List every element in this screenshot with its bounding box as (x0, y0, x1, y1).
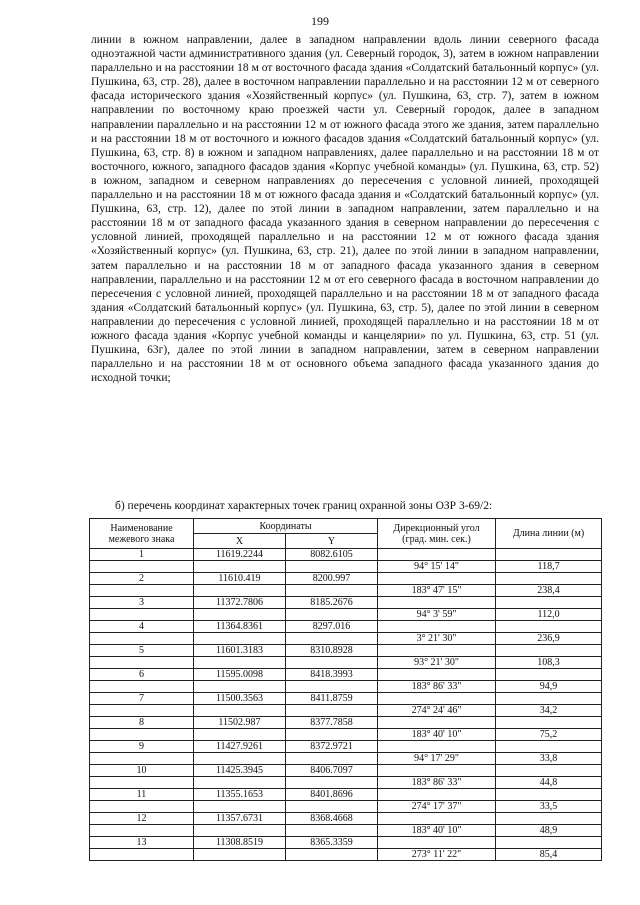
segment-angle: 183° 40' 10" (378, 825, 496, 837)
segment-length: 44,8 (496, 777, 602, 789)
segment-angle: 274° 17' 37" (378, 801, 496, 813)
point-y: 8401.8696 (286, 789, 378, 801)
segment-angle: 94° 3' 59" (378, 609, 496, 621)
point-name: 11 (90, 789, 194, 801)
name-empty (90, 849, 194, 861)
y-empty (286, 849, 378, 861)
point-name: 9 (90, 741, 194, 753)
angle-empty (378, 789, 496, 801)
name-empty (90, 657, 194, 669)
point-name: 7 (90, 693, 194, 705)
point-name: 13 (90, 837, 194, 849)
table-row-segment (90, 753, 602, 765)
table-row-segment (90, 705, 602, 717)
table-row-segment (90, 609, 602, 621)
y-empty (286, 729, 378, 741)
table-body (90, 549, 602, 861)
point-x: 11619.2244 (194, 549, 286, 561)
x-empty (194, 777, 286, 789)
segment-angle: 3° 21' 30" (378, 633, 496, 645)
table-row-point (90, 621, 602, 633)
point-x: 11502.987 (194, 717, 286, 729)
point-y: 8368.4668 (286, 813, 378, 825)
table-row-segment (90, 561, 602, 573)
length-empty (496, 645, 602, 657)
segment-length: 236,9 (496, 633, 602, 645)
y-empty (286, 561, 378, 573)
length-empty (496, 621, 602, 633)
name-empty (90, 705, 194, 717)
point-x: 11610.419 (194, 573, 286, 585)
point-x: 11308.8519 (194, 837, 286, 849)
x-empty (194, 729, 286, 741)
name-empty (90, 825, 194, 837)
table-row-point (90, 717, 602, 729)
name-empty (90, 609, 194, 621)
y-empty (286, 633, 378, 645)
y-empty (286, 777, 378, 789)
point-name: 4 (90, 621, 194, 633)
table-row-segment (90, 585, 602, 597)
point-name: 1 (90, 549, 194, 561)
name-empty (90, 777, 194, 789)
segment-length: 75,2 (496, 729, 602, 741)
name-empty (90, 633, 194, 645)
table-row-point (90, 813, 602, 825)
angle-empty (378, 549, 496, 561)
point-x: 11427.9261 (194, 741, 286, 753)
length-empty (496, 597, 602, 609)
segment-angle: 94° 17' 29" (378, 753, 496, 765)
point-name: 6 (90, 669, 194, 681)
name-empty (90, 585, 194, 597)
x-empty (194, 681, 286, 693)
point-name: 3 (90, 597, 194, 609)
segment-length: 118,7 (496, 561, 602, 573)
angle-empty (378, 741, 496, 753)
point-y: 8411.8759 (286, 693, 378, 705)
table-row-point (90, 765, 602, 777)
table-row-point (90, 645, 602, 657)
point-y: 8372.9721 (286, 741, 378, 753)
body-text: линии в южном направлении, далее в западном направлении вдоль линии северного фасада одноэтажной части административного здания (ул. Северный городок, 3), затем в южном направлении параллельно и на расстоянии 18 м от восточного фасада здания «Солдатский батальонный корпус» (ул. Пушкина, 63, стр. 28), далее в восточном направлении параллельно и на расстоянии 12 м от северного фасада исторического здания «Хозяйственный корпус» (ул. Пушкина, 63, стр. 7), затем в южном направлении по восточному краю проезжей части ул. Северный городок, далее в западном направлении параллельно и на расстоянии 12 м от южного фасада этого же здания, затем параллельно и на расстоянии 18 м от восточного и южного фасадов здания «Солдатский батальонный корпус» (ул. Пушкина, 63, стр. 8) в южном и западном направлениях, далее параллельно и на расстоянии 18 м от восточного, южного, западного фасадов здания «Корпус учебной команды» (ул. Пушкина, 63, стр. 52) в южном, западном и северном направлениях до пересечения с условной линией, проходящей параллельно и на расстоянии 18 м от южного фасада здания и «Солдатский батальонный корпус» (ул. Пушкина, 63, стр. 12), далее по этой линии в западном направлении, затем параллельно и на расстоянии 18 м от западного фасада указанного здания в северном направлении до пересечения с условной линией, проходящей параллельно и на расстоянии 12 м от южного фасада здания «Хозяйственный корпус» (ул. Пушкина, 63, стр. 21), далее по этой линии в западном направлении, затем параллельно и на расстоянии 18 м от западного фасада указанного здания в северном направлении, параллельно и на расстоянии 12 м от его северного фасада в восточном направлении до пересечения с условной линией, проходящей параллельно и на расстоянии 18 м от западного фасада здания «Солдатский батальонный корпус» (ул. Пушкина, 63, стр. 5), далее по этой линии в северном направлении до пересечения с условной линией, проходящей параллельно и на расстоянии 18 м от южного фасада здания «Корпус учебной команды и канцелярии» по ул. Пушкина, 63, стр. 51 (ул. Пушкина, 63г), далее по этой линии в западном направлении, затем в северном направлении параллельно и на расстоянии 18 м от основного объема западного фасада указанного здания до исходной точки; (91, 34, 599, 385)
table-row-point (90, 573, 602, 585)
length-empty (496, 765, 602, 777)
name-empty (90, 561, 194, 573)
page-number: 199 (311, 14, 329, 28)
table-row-point (90, 597, 602, 609)
length-empty (496, 693, 602, 705)
point-y: 8377.7858 (286, 717, 378, 729)
x-empty (194, 705, 286, 717)
angle-empty (378, 621, 496, 633)
y-empty (286, 801, 378, 813)
y-empty (286, 681, 378, 693)
angle-empty (378, 837, 496, 849)
y-empty (286, 753, 378, 765)
header-coords: Координаты (194, 519, 378, 534)
point-y: 8082.6105 (286, 549, 378, 561)
angle-empty (378, 765, 496, 777)
table-row-segment (90, 633, 602, 645)
y-empty (286, 609, 378, 621)
point-y: 8310.8928 (286, 645, 378, 657)
segment-angle: 94° 15' 14" (378, 561, 496, 573)
x-empty (194, 849, 286, 861)
y-empty (286, 705, 378, 717)
angle-empty (378, 573, 496, 585)
x-empty (194, 609, 286, 621)
point-name: 5 (90, 645, 194, 657)
x-empty (194, 801, 286, 813)
segment-length: 112,0 (496, 609, 602, 621)
table-row-segment (90, 849, 602, 861)
point-y: 8406.7097 (286, 765, 378, 777)
table-row-point (90, 669, 602, 681)
segment-angle: 183° 47' 15" (378, 585, 496, 597)
segment-angle: 273° 11' 22" (378, 849, 496, 861)
length-empty (496, 669, 602, 681)
segment-length: 238,4 (496, 585, 602, 597)
y-empty (286, 825, 378, 837)
point-name: 2 (90, 573, 194, 585)
segment-length: 33,8 (496, 753, 602, 765)
table-row-point (90, 741, 602, 753)
table-caption: б) перечень координат характерных точек границ охранной зоны ОЗР 3-69/2: (115, 500, 493, 512)
length-empty (496, 837, 602, 849)
table-row-point (90, 837, 602, 849)
x-empty (194, 585, 286, 597)
table-row-segment (90, 777, 602, 789)
point-x: 11357.6731 (194, 813, 286, 825)
segment-angle: 183° 86' 33" (378, 777, 496, 789)
x-empty (194, 633, 286, 645)
segment-length: 34,2 (496, 705, 602, 717)
segment-length: 94,9 (496, 681, 602, 693)
table-row-segment (90, 729, 602, 741)
point-name: 8 (90, 717, 194, 729)
segment-angle: 183° 86' 33" (378, 681, 496, 693)
name-empty (90, 753, 194, 765)
point-x: 11595.0098 (194, 669, 286, 681)
point-y: 8418.3993 (286, 669, 378, 681)
length-empty (496, 789, 602, 801)
table-row-segment (90, 825, 602, 837)
angle-empty (378, 717, 496, 729)
header-angle: Дирекционный угол (град. мин. сек.) (378, 519, 496, 549)
table-row-segment (90, 657, 602, 669)
x-empty (194, 561, 286, 573)
point-x: 11601.3183 (194, 645, 286, 657)
segment-angle: 93° 21' 30" (378, 657, 496, 669)
header-length: Длина линии (м) (496, 519, 602, 549)
point-name: 12 (90, 813, 194, 825)
name-empty (90, 681, 194, 693)
point-name: 10 (90, 765, 194, 777)
table-row-segment (90, 801, 602, 813)
header-x: X (194, 534, 286, 549)
table-row-point (90, 693, 602, 705)
segment-length: 33,5 (496, 801, 602, 813)
length-empty (496, 573, 602, 585)
x-empty (194, 657, 286, 669)
length-empty (496, 549, 602, 561)
point-x: 11500.3563 (194, 693, 286, 705)
point-x: 11372.7806 (194, 597, 286, 609)
angle-empty (378, 813, 496, 825)
coordinates-table (89, 518, 602, 861)
table-header (90, 519, 602, 549)
segment-length: 48,9 (496, 825, 602, 837)
header-name: Наименование межевого знака (90, 519, 194, 549)
length-empty (496, 717, 602, 729)
angle-empty (378, 645, 496, 657)
point-x: 11355.1653 (194, 789, 286, 801)
point-x: 11425.3945 (194, 765, 286, 777)
table-row-point (90, 549, 602, 561)
table-row-segment (90, 681, 602, 693)
point-y: 8297.016 (286, 621, 378, 633)
length-empty (496, 813, 602, 825)
segment-angle: 274° 24' 46" (378, 705, 496, 717)
x-empty (194, 753, 286, 765)
point-y: 8200.997 (286, 573, 378, 585)
segment-angle: 183° 40' 10" (378, 729, 496, 741)
angle-empty (378, 669, 496, 681)
point-y: 8185.2676 (286, 597, 378, 609)
segment-length: 85,4 (496, 849, 602, 861)
y-empty (286, 585, 378, 597)
point-x: 11364.8361 (194, 621, 286, 633)
angle-empty (378, 693, 496, 705)
y-empty (286, 657, 378, 669)
length-empty (496, 741, 602, 753)
table-row-point (90, 789, 602, 801)
name-empty (90, 729, 194, 741)
segment-length: 108,3 (496, 657, 602, 669)
angle-empty (378, 597, 496, 609)
header-y: Y (286, 534, 378, 549)
name-empty (90, 801, 194, 813)
point-y: 8365.3359 (286, 837, 378, 849)
x-empty (194, 825, 286, 837)
